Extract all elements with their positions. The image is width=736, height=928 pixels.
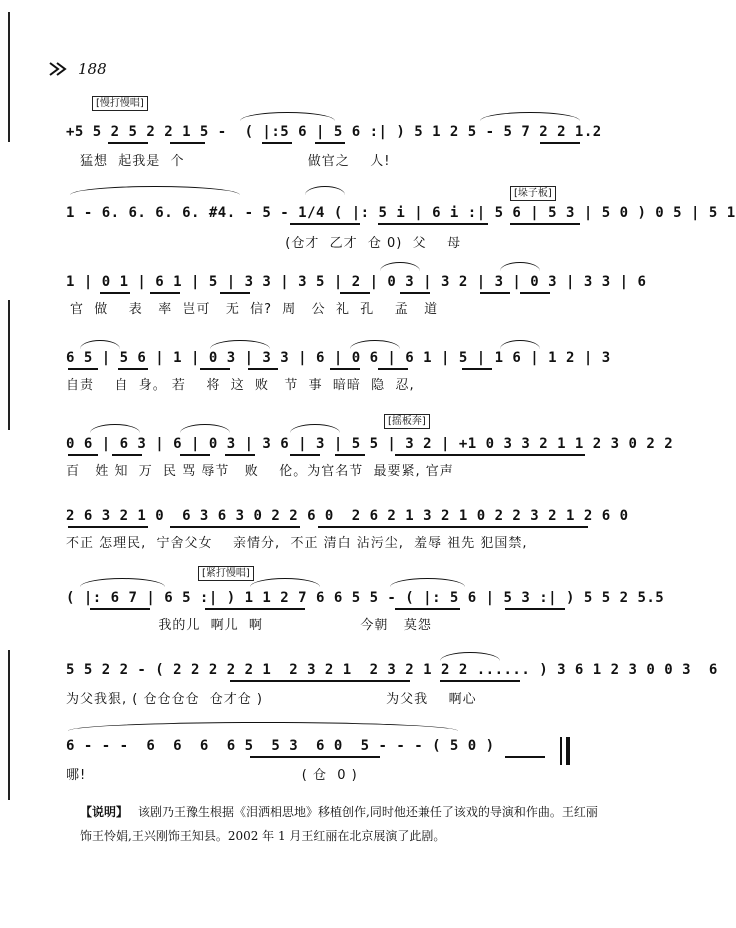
page-number: 188 — [78, 60, 107, 78]
beam — [200, 368, 230, 370]
lyrics-line: 自责 自 身。 若 将 这 败 节 事 暗暗 隐 忍, — [66, 378, 415, 393]
slur — [305, 186, 345, 195]
beam — [250, 756, 380, 758]
score-line: ( |: 6 7 | 6 5 :| ) 1 1 2 7 6 6 5 5 - ( |: 5 6 | 5 3 :| ) 5 5 2 5.5 — [66, 590, 665, 606]
footnote — [80, 800, 600, 848]
tempo-mark: [慢打慢唱] — [92, 96, 148, 111]
beam — [400, 292, 430, 294]
slur — [180, 424, 230, 433]
beam — [112, 454, 142, 456]
beam — [335, 454, 365, 456]
beam — [330, 368, 360, 370]
binding-line — [8, 300, 10, 430]
score-line: 1 | 0 1 | 6 1 | 5 | 3 3 | 3 5 | 2 | 0 3 | 3 2 | 3 | 0 3 | 3 3 | 6 — [66, 274, 647, 290]
beam — [462, 368, 492, 370]
beam — [378, 223, 488, 225]
lyrics-line: 百 姓 知 万 民 骂 辱节 败 伦。为官名节 最要紧, 官声 — [66, 464, 454, 479]
lyrics-line: 不正 怎理民, 宁舍父女 亲情分, 不正 清白 沾污尘, 羞辱 祖先 犯国禁, — [66, 536, 528, 551]
footnote-label: 【说明】 — [80, 805, 129, 819]
beam — [315, 142, 345, 144]
slur — [80, 340, 120, 349]
page-header — [48, 60, 107, 78]
slur — [70, 186, 240, 195]
slur — [210, 340, 270, 349]
beam — [480, 292, 510, 294]
lyrics-line: 哪! ( 仓 0 ) — [66, 768, 358, 783]
slur — [480, 112, 580, 121]
score-line: 6 - - - 6 6 6 6 5 5 3 6 0 5 - - - ( 5 0 ) — [66, 738, 495, 754]
slur — [380, 262, 420, 271]
tempo-mark: [紧打慢唱] — [198, 566, 254, 581]
beam — [205, 608, 305, 610]
beam — [100, 292, 130, 294]
beam — [180, 454, 210, 456]
beam — [170, 526, 300, 528]
beam — [170, 142, 205, 144]
beam — [150, 292, 180, 294]
lyrics-line: 猛想 起我是 个 做官之 人! — [80, 154, 391, 169]
beam — [318, 526, 588, 528]
slur — [500, 340, 540, 349]
beam — [378, 368, 408, 370]
lyrics-line: 为父我狠, ( 仓仓仓仓 仓才仓 ) 为父我 啊心 — [66, 692, 477, 707]
beam — [262, 142, 292, 144]
score-line: 2 6 3 2 1 0 6 3 6 3 0 2 2 6 0 2 6 2 1 3 2 1 0 2 2 3 2 1 2 6 0 — [66, 508, 629, 524]
beam — [230, 680, 410, 682]
beam — [340, 292, 370, 294]
tempo-mark: [摇板奔] — [384, 414, 430, 429]
beam — [520, 292, 550, 294]
beam — [505, 608, 565, 610]
page-arrow-icon — [48, 61, 70, 77]
score-line: 6 5 | 5 6 | 1 | 0 3 | 3 3 | 6 | 0 6 | 6 1 | 5 | 1 6 | 1 2 | 3 — [66, 350, 611, 366]
beam — [118, 368, 148, 370]
slur — [290, 424, 340, 433]
beam — [505, 756, 545, 758]
beam — [108, 142, 148, 144]
beam — [290, 454, 320, 456]
beam — [68, 454, 98, 456]
slur — [390, 578, 465, 587]
slur — [90, 424, 140, 433]
beam — [90, 608, 150, 610]
footnote-text: 该剧乃王豫生根据《泪洒相思地》移植创作,同时他还兼任了该戏的导演和作曲。王红丽饰王怜娟,王兴刚饰王知县。2002 年 1 月王红丽在北京展演了此剧。 — [80, 805, 598, 843]
final-barline — [560, 737, 562, 765]
beam — [395, 454, 585, 456]
beam — [540, 142, 580, 144]
beam — [220, 292, 250, 294]
score-line: 5 5 2 2 - ( 2 2 2 2 2 1 2 3 2 1 2 3 2 1 2 2 ...... ) 3 6 1 2 3 0 0 3 6 — [66, 662, 718, 678]
beam — [440, 680, 520, 682]
slur — [240, 112, 335, 121]
slur — [80, 578, 165, 587]
binding-line — [8, 650, 10, 800]
score-line: 1 - 6. 6. 6. 6. #4. - 5 - 1/4 ( |: 5 i | 6 i :| 5 6 | 5 3 | 5 0 ) 0 5 | 5 1 — [66, 205, 736, 221]
tempo-mark: [垛子板] — [510, 186, 556, 201]
beam — [395, 608, 460, 610]
lyrics-line: 官 做 表 率 岂可 无 信? 周 公 礼 孔 孟 道 — [70, 302, 439, 317]
binding-line — [8, 12, 10, 142]
beam — [290, 223, 360, 225]
slur — [440, 652, 500, 661]
slur — [250, 578, 320, 587]
beam — [68, 368, 98, 370]
beam — [68, 526, 148, 528]
beam — [510, 223, 580, 225]
slur — [350, 340, 400, 349]
beam — [248, 368, 278, 370]
beam — [225, 454, 255, 456]
final-barline — [566, 737, 570, 765]
score-line: 0 6 | 6 3 | 6 | 0 3 | 3 6 | 3 | 5 5 | 3 2 | +1 0 3 3 2 1 1 2 3 0 2 2 — [66, 436, 674, 452]
slur — [500, 262, 540, 271]
score-line: +5 5 2 5 2 2 1 5 - ( |:5 6 | 5 6 :| ) 5 1 2 5 - 5 7 2 2 1.2 — [66, 124, 602, 140]
lyrics-line: (仓才 乙才 仓 0) 父 母 — [80, 236, 462, 251]
slur — [68, 722, 458, 731]
lyrics-line: 我的儿 啊儿 啊 今朝 莫怨 — [66, 618, 432, 633]
